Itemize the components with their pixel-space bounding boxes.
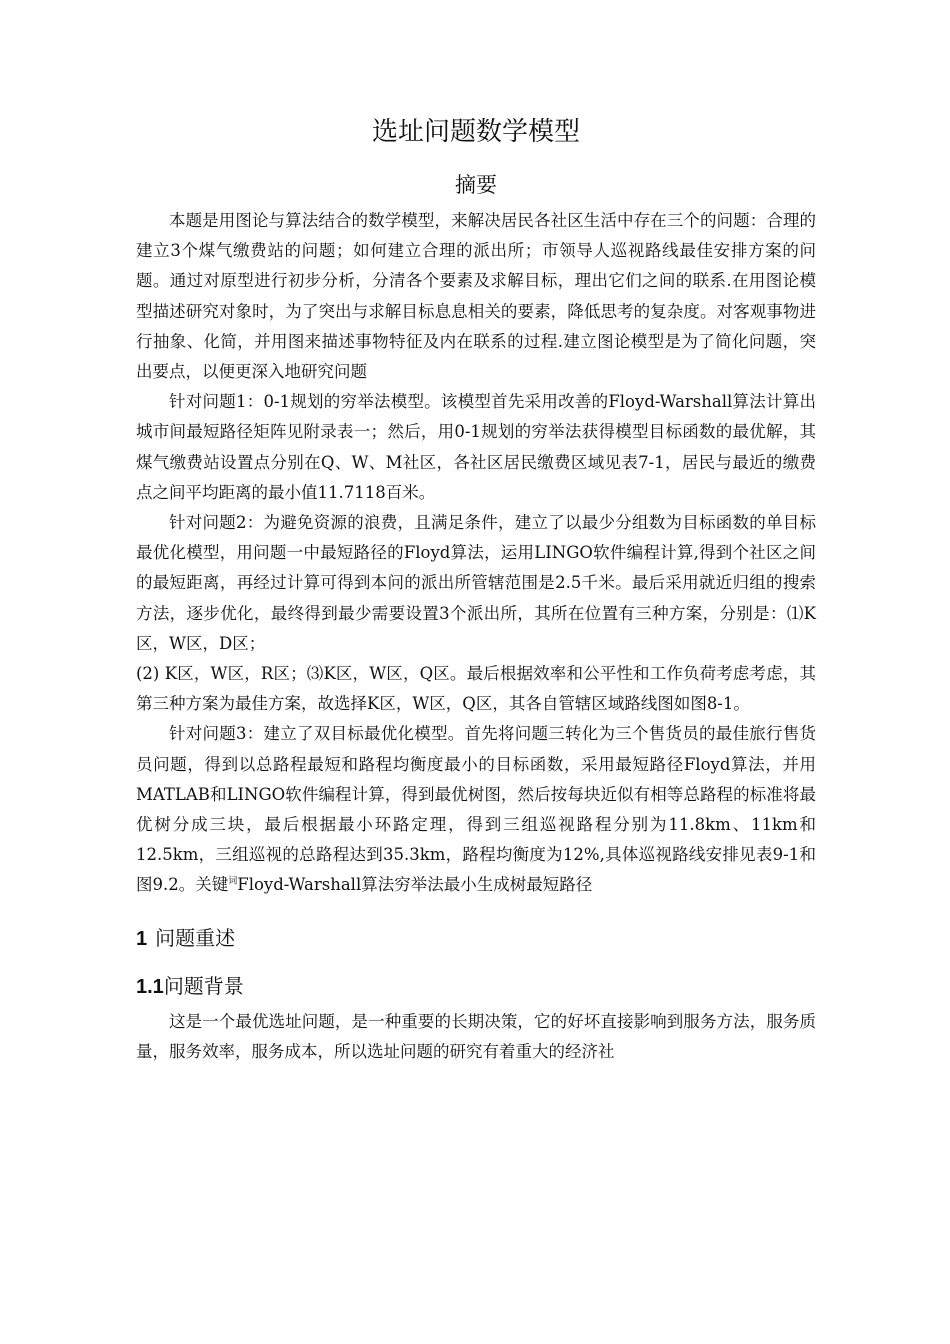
subsection-number: 1.1 [136, 975, 164, 998]
document-title: 选址问题数学模型 [371, 117, 580, 147]
section-heading [136, 923, 816, 955]
abstract-paragraph-keywords [136, 719, 816, 900]
section-number: 1 [136, 927, 148, 950]
background-paragraph: 这是一个最优选址问题，是一种重要的长期决策，它的好坏直接影响到服务方法，服务质量，服务效率，服务成本，所以选址问题的研究有着重大的经济社 [136, 1011, 816, 1061]
abstract-paragraph: 针对问题2：为避免资源的浪费，且满足条件，建立了以最少分组数为目标函数的单目标最优化模型，用问题一中最短路径的Floyd算法，运用LINGO软件编程计算,得到个社区之间的最短距离，再经过计算可得到本问的派出所管辖范围是2.5千米。最后采用就近归组的搜索方法，逐步优化，最终得到最少需要设置3个派出所，其所在位置有三种方案，分别是：⑴K区，W区，D区； [136, 513, 816, 653]
abstract-paragraph: 针对问题1：0-1规划的穷举法模型。该模型首先采用改善的Floyd-Warshall算法计算出城市间最短路径矩阵见附录表一；然后，用0-1规划的穷举法获得模型目标函数的最优解，其煤气缴费站设置点分别在Q、W、M社区，各社区居民缴费区域见表7-1，居民与最近的缴费点之间平均距离的最小值11.7118百米。 [136, 392, 816, 502]
abstract-paragraph-continuation: (2) K区，W区，R区；⑶K区，W区，Q区。最后根据效率和公平性和工作负荷考虑考虑，其第三种方案为最佳方案，故选择K区，W区，Q区，其各自管辖区域路线图如图8-1。 [136, 664, 816, 714]
keywords-superscript: 词 [228, 876, 238, 887]
abstract-paragraph: 本题是用图论与算法结合的数学模型，来解决居民各社区生活中存在三个的问题：合理的建立3个煤气缴费站的问题；如何建立合理的派出所；市领导人巡视路线最佳安排方案的问题。通过对原型进行初步分析，分清各个要素及求解目标，理出它们之间的联系.在用图论模型描述研究对象时，为了突出与求解目标息息相关的要素，降低思考的复杂度。对客观事物进行抽象、化简，并用图来描述事物特征及内在联系的过程.建立图论模型是为了简化问题，突出要点，以便更深入地研究问题 [136, 211, 816, 382]
keywords-text: Floyd-Warshall算法穷举法最小生成树最短路径 [237, 875, 593, 895]
subsection-title: 问题背景 [163, 975, 244, 998]
section-title: 问题重述 [155, 927, 236, 950]
subsection-heading [136, 971, 816, 1003]
abstract-text: 针对问题3：建立了双目标最优化模型。首先将问题三转化为三个售货员的最佳旅行售货员问题，得到以总路程最短和路程均衡度最小的目标函数，采用最短路径Floyd算法，并用MATLAB和LINGO软件编程计算，得到最优树图，然后按每块近似有相等总路程的标准将最优树分成三块，最后根据最小环路定理，得到三组巡视路程分别为11.8km、11km和12.5km，三组巡视的总路程达到35.3km，路程均衡度为12%,具体巡视路线安排见表9-1和图9.2。关键 [136, 724, 816, 895]
document-page [136, 112, 816, 1067]
abstract-heading: 摘要 [455, 173, 497, 197]
